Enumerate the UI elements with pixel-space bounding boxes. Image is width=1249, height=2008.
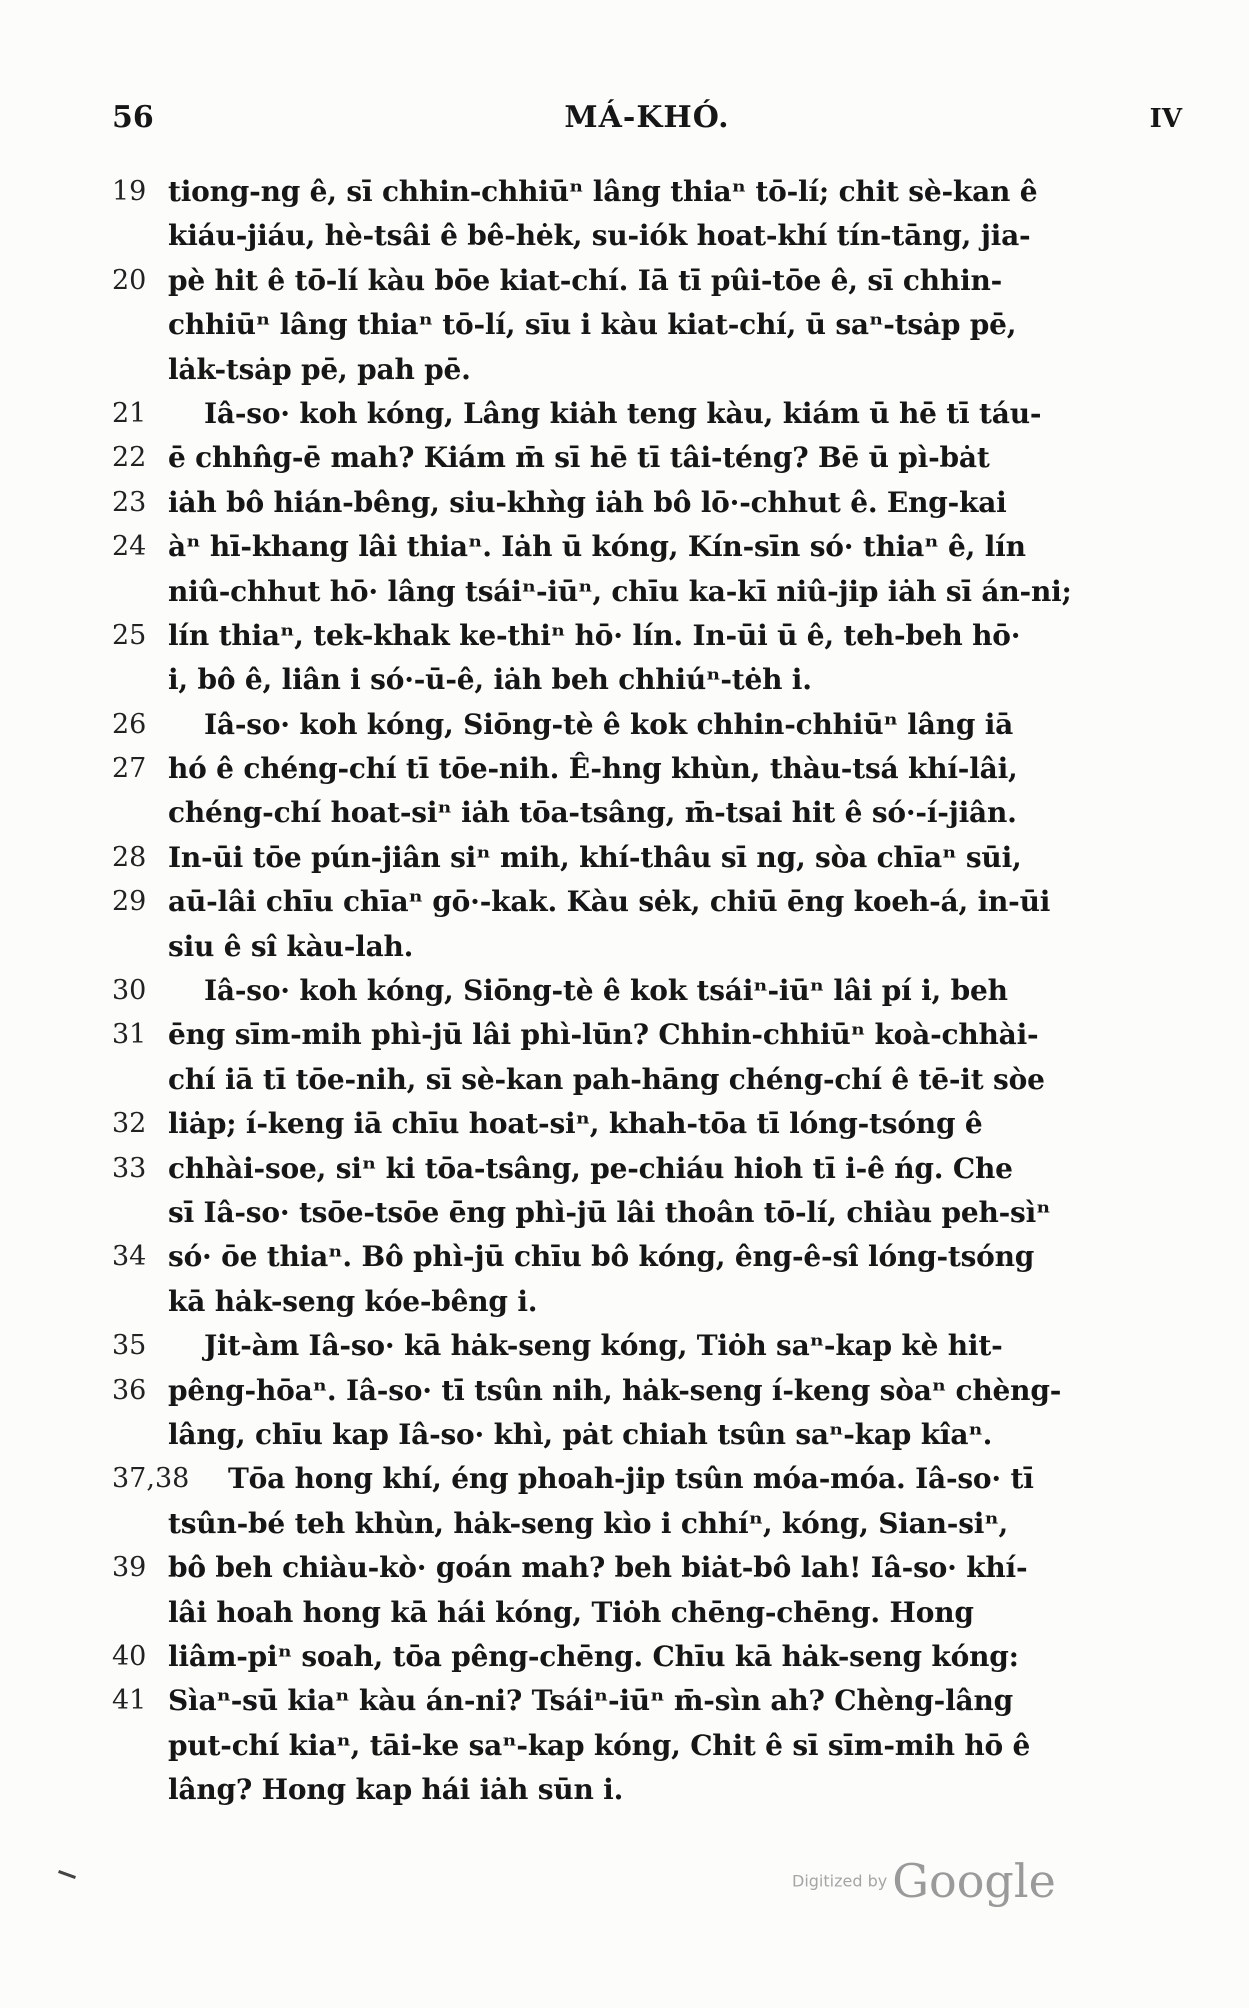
verse-number: 36 — [112, 1374, 147, 1406]
text-line — [112, 614, 1182, 658]
text-line — [112, 1457, 1182, 1501]
text-line — [112, 392, 1182, 436]
watermark-prefix: Digitized by — [792, 1871, 888, 1891]
text-line — [112, 1635, 1182, 1679]
verse-number: 26 — [112, 708, 147, 740]
text-line — [112, 836, 1182, 880]
line-text: só· ōe thiaⁿ. Bô phì-jū chīu bô kóng, êng-ê-sî lóng-tsóng — [168, 1240, 1035, 1274]
line-text: ēng sīm-mih phì-jū lâi phì-lūn? Chhin-chhiūⁿ koà-chhài- — [168, 1018, 1039, 1052]
text-line — [112, 1058, 1182, 1102]
digitized-watermark — [792, 1854, 1056, 1908]
text-line — [112, 214, 1182, 258]
line-text: lâng, chīu kap Iâ-so· khì, pȧt chiah tsûn saⁿ-kap kîaⁿ. — [168, 1417, 993, 1451]
text-line — [112, 170, 1182, 214]
text-line — [112, 1147, 1182, 1191]
line-text: ē chhn̂g-ē mah? Kiám m̄ sī hē tī tâi-téng? Bē ū pì-bȧt — [168, 441, 990, 475]
text-line — [112, 570, 1182, 614]
verse-number: 32 — [112, 1108, 147, 1140]
verse-number: 28 — [112, 841, 147, 873]
running-title: MÁ-KHÓ. — [564, 100, 730, 135]
text-line — [112, 1679, 1182, 1723]
text-line — [112, 969, 1182, 1013]
verse-number: 37,38 — [112, 1463, 190, 1495]
text-line — [112, 1280, 1182, 1324]
line-text: lâng? Hong kap hái iȧh sūn i. — [168, 1773, 624, 1807]
line-text: niû-chhut hō· lâng tsáiⁿ-iūⁿ, chīu ka-kī niû-jip iȧh sī án-ni; — [168, 574, 1072, 608]
verse-number: 25 — [112, 619, 147, 651]
page-number: 56 — [112, 100, 154, 135]
verse-number: 30 — [112, 975, 147, 1007]
line-text: siu ê sî kàu-lah. — [168, 929, 414, 963]
text-line — [112, 1546, 1182, 1590]
line-text: Iâ-so· koh kóng, Siōng-tè ê kok tsáiⁿ-iūⁿ lâi pí i, beh — [204, 974, 1008, 1008]
verse-number: 34 — [112, 1241, 147, 1273]
text-line — [112, 1724, 1182, 1768]
line-text: lȧk-tsȧp pē, pah pē. — [168, 352, 471, 386]
page-header — [112, 100, 1182, 140]
line-text: In-ūi tōe pún-jiân siⁿ mih, khí-thâu sī ng, sòa chīaⁿ sūi, — [168, 840, 1022, 874]
text-line — [112, 1413, 1182, 1457]
line-text: bô beh chiàu-kò· goán mah? beh biȧt-bô lah! Iâ-so· khí- — [168, 1551, 1028, 1585]
text-line — [112, 925, 1182, 969]
verse-number: 20 — [112, 264, 147, 296]
text-line — [112, 1102, 1182, 1146]
line-text: liâm-piⁿ soah, tōa pêng-chēng. Chīu kā hȧk-seng kóng: — [168, 1639, 1019, 1673]
text-body — [112, 170, 1182, 1812]
verse-number: 39 — [112, 1552, 147, 1584]
line-text: àⁿ hī-khang lâi thiaⁿ. Iȧh ū kóng, Kín-sīn só· thiaⁿ ê, lín — [168, 530, 1026, 564]
text-line — [112, 525, 1182, 569]
verse-number: 19 — [112, 176, 147, 207]
verse-number: 21 — [112, 397, 147, 429]
line-text: Sìaⁿ-sū kiaⁿ kàu án-ni? Tsáiⁿ-iūⁿ m̄-sìn ah? Chèng-lâng — [168, 1684, 1013, 1718]
line-text: put-chí kiaⁿ, tāi-ke saⁿ-kap kóng, Chit ê sī sīm-mih hō ê — [168, 1728, 1031, 1762]
text-line — [112, 303, 1182, 347]
line-text: hó ê chéng-chí tī tōe-nih. Ê-hng khùn, thàu-tsá khí-lâi, — [168, 752, 1018, 786]
line-text: tsûn-bé teh khùn, hȧk-seng kìo i chhíⁿ, kóng, Sian-siⁿ, — [168, 1506, 1009, 1540]
verse-number: 35 — [112, 1330, 147, 1362]
text-line — [112, 703, 1182, 747]
text-line — [112, 658, 1182, 702]
text-line — [112, 1013, 1182, 1057]
verse-number: 23 — [112, 486, 147, 518]
text-line — [112, 1369, 1182, 1413]
line-text: sī Iâ-so· tsōe-tsōe ēng phì-jū lâi thoân tō-lí, chiàu peh-sìⁿ — [168, 1195, 1051, 1229]
line-text: kā hȧk-seng kóe-bêng i. — [168, 1284, 538, 1318]
line-text: kiáu-jiáu, hè-tsâi ê bê-hėk, su-iók hoat-khí tín-tāng, jia- — [168, 219, 1031, 253]
verse-number: 31 — [112, 1019, 147, 1051]
text-line — [112, 1235, 1182, 1279]
text-line — [112, 1324, 1182, 1368]
text-line — [112, 1591, 1182, 1635]
line-text: lín thiaⁿ, tek-khak ke-thiⁿ hō· lín. In-ūi ū ê, teh-beh hō· — [168, 618, 1021, 652]
line-text: pêng-hōaⁿ. Iâ-so· tī tsûn nih, hȧk-seng í-keng sòaⁿ chèng- — [168, 1373, 1062, 1407]
watermark-brand: Google — [892, 1854, 1056, 1908]
line-text: tiong-ng ê, sī chhin-chhiūⁿ lâng thiaⁿ tō-lí; chit sè-kan ê — [168, 175, 1038, 208]
text-line — [112, 348, 1182, 392]
chapter-number: IV — [1149, 104, 1182, 134]
line-text: liȧp; í-keng iā chīu hoat-siⁿ, khah-tōa tī lóng-tsóng ê — [168, 1107, 983, 1141]
verse-number: 24 — [112, 531, 147, 563]
line-text: iȧh bô hián-bêng, siu-khǹg iȧh bô lō·-chhut ê. Eng-kai — [168, 485, 1007, 519]
line-text: lâi hoah hong kā hái kóng, Tiȯh chēng-chēng. Hong — [168, 1595, 974, 1629]
text-line — [112, 791, 1182, 835]
line-text: chhài-soe, siⁿ ki tōa-tsâng, pe-chiáu hioh tī i-ê ńg. Che — [168, 1151, 1013, 1185]
line-text: chéng-chí hoat-siⁿ iȧh tōa-tsâng, m̄-tsai hit ê só·-í-jiân. — [168, 796, 1017, 830]
text-line — [112, 880, 1182, 924]
verse-number: 33 — [112, 1152, 147, 1184]
line-text: chhiūⁿ lâng thiaⁿ tō-lí, sīu i kàu kiat-chí, ū saⁿ-tsȧp pē, — [168, 308, 1017, 342]
line-text: Iâ-so· koh kóng, Siōng-tè ê kok chhin-chhiūⁿ lâng iā — [204, 707, 1014, 741]
line-text: Jit-àm Iâ-so· kā hȧk-seng kóng, Tiȯh saⁿ-kap kè hit- — [204, 1329, 1003, 1363]
verse-number: 41 — [112, 1685, 147, 1717]
text-line — [112, 747, 1182, 791]
text-line — [112, 1768, 1182, 1812]
text-line — [112, 1191, 1182, 1235]
ink-speck — [58, 1870, 76, 1879]
line-text: i, bô ê, liân i só·-ū-ê, iȧh beh chhiúⁿ-tėh i. — [168, 663, 812, 697]
text-line — [112, 436, 1182, 480]
verse-number: 27 — [112, 753, 147, 785]
line-text: chí iā tī tōe-nih, sī sè-kan pah-hāng chéng-chí ê tē-it sòe — [168, 1062, 1045, 1096]
text-line — [112, 259, 1182, 303]
line-text: pè hit ê tō-lí kàu bōe kiat-chí. Iā tī pûi-tōe ê, sī chhin- — [168, 263, 1003, 297]
line-text: Iâ-so· koh kóng, Lâng kiȧh teng kàu, kiám ū hē tī táu- — [204, 396, 1042, 430]
verse-number: 40 — [112, 1640, 147, 1672]
verse-number: 22 — [112, 442, 147, 474]
line-text: Tōa hong khí, éng phoah-jip tsûn móa-móa. Iâ-so· tī — [228, 1462, 1034, 1496]
text-line — [112, 481, 1182, 525]
verse-number: 29 — [112, 886, 147, 918]
line-text: aū-lâi chīu chīaⁿ gō·-kak. Kàu sėk, chiū ēng koeh-á, in-ūi — [168, 885, 1051, 919]
text-line — [112, 1502, 1182, 1546]
